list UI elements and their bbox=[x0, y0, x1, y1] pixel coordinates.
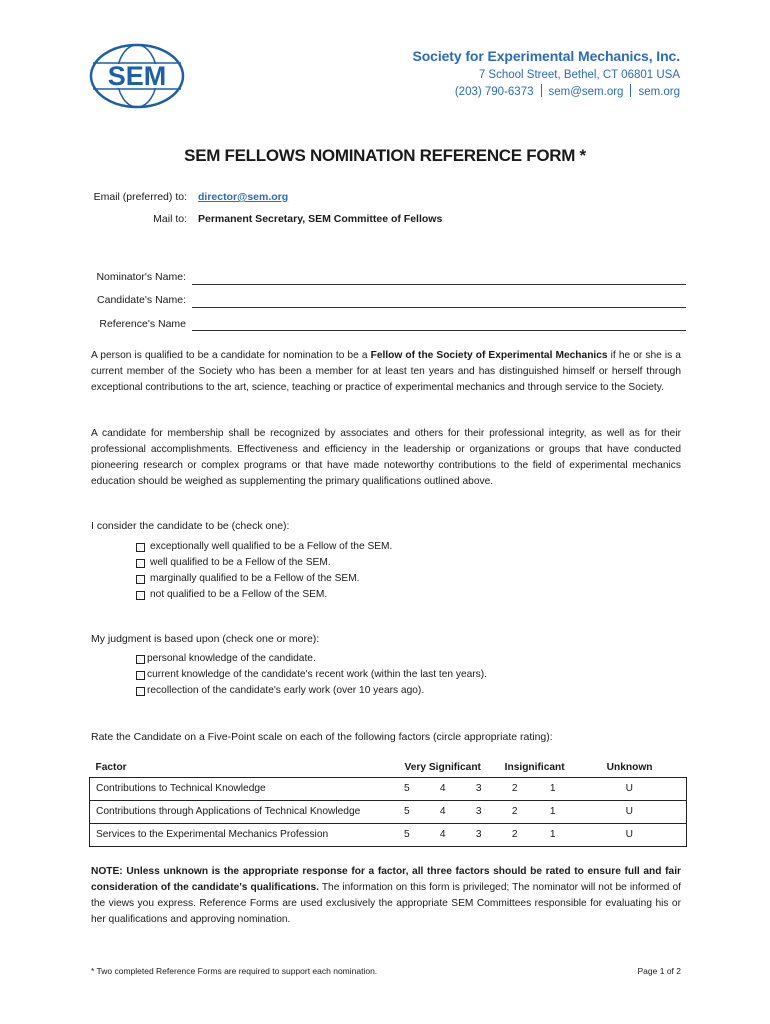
org-phone: (203) 790-6373 bbox=[454, 86, 534, 98]
rating-unknown[interactable]: U bbox=[573, 823, 687, 846]
consider-option[interactable] bbox=[136, 555, 392, 571]
option-label: current knowledge of the candidate's recent work (within the last ten years). bbox=[147, 669, 488, 680]
sem-logo bbox=[89, 43, 185, 109]
rating-2[interactable]: 2 bbox=[497, 777, 533, 800]
page-number: Page 1 of 2 bbox=[637, 966, 681, 976]
checkbox[interactable] bbox=[136, 575, 145, 584]
nominator-name-label: Nominator's Name: bbox=[96, 271, 186, 283]
org-contact-line bbox=[412, 84, 680, 98]
nominator-name-field[interactable] bbox=[192, 284, 686, 285]
rating-unknown[interactable]: U bbox=[573, 777, 687, 800]
consider-option[interactable] bbox=[136, 539, 392, 555]
judgment-options bbox=[136, 651, 487, 699]
rating-3[interactable]: 3 bbox=[461, 777, 497, 800]
factor-name: Services to the Experimental Mechanics Profession bbox=[90, 823, 389, 846]
rating-3[interactable]: 3 bbox=[461, 823, 497, 846]
consider-options bbox=[136, 539, 392, 603]
rating-1[interactable]: 1 bbox=[533, 777, 573, 800]
separator bbox=[541, 84, 542, 97]
rating-2[interactable]: 2 bbox=[497, 800, 533, 823]
footnote: * Two completed Reference Forms are required to support each nomination. bbox=[91, 966, 378, 976]
checkbox[interactable] bbox=[136, 543, 145, 552]
email-link[interactable]: director@sem.org bbox=[198, 191, 289, 203]
rating-5[interactable]: 5 bbox=[389, 800, 425, 823]
email-label: Email (preferred) to: bbox=[93, 191, 187, 203]
note-text: The information on this form is privileged; The nominator will not be informed of the views you express. Reference Forms are used exclusively the appropriate SEM Committees responsible for evaluating his or her qualifications and approving nomination. bbox=[91, 882, 681, 925]
table-row bbox=[90, 823, 687, 846]
rating-5[interactable]: 5 bbox=[389, 823, 425, 846]
header-unknown: Unknown bbox=[573, 759, 687, 777]
rating-4[interactable]: 4 bbox=[425, 800, 461, 823]
header-insignificant: Insignificant bbox=[497, 759, 573, 777]
para-text: A person is qualified to be a candidate for nomination to be a bbox=[91, 350, 371, 361]
consider-option[interactable] bbox=[136, 571, 392, 587]
rating-unknown[interactable]: U bbox=[573, 800, 687, 823]
reference-name-field[interactable] bbox=[192, 330, 686, 331]
judgment-option[interactable] bbox=[136, 683, 487, 699]
rating-instruction: Rate the Candidate on a Five-Point scale on each of the following factors (circle appropriate rating): bbox=[91, 731, 553, 743]
org-website[interactable]: sem.org bbox=[638, 86, 680, 98]
option-label: personal knowledge of the candidate. bbox=[147, 653, 316, 664]
reference-name-label: Reference's Name bbox=[99, 318, 186, 330]
rating-3[interactable]: 3 bbox=[461, 800, 497, 823]
checkbox[interactable] bbox=[136, 671, 145, 680]
judgment-question: My judgment is based upon (check one or more): bbox=[91, 633, 320, 645]
rating-2[interactable]: 2 bbox=[497, 823, 533, 846]
org-address: 7 School Street, Bethel, CT 06801 USA bbox=[478, 69, 680, 81]
mail-label: Mail to: bbox=[153, 213, 187, 225]
org-name: Society for Experimental Mechanics, Inc. bbox=[412, 48, 680, 64]
rating-1[interactable]: 1 bbox=[533, 800, 573, 823]
separator bbox=[630, 84, 631, 97]
rating-1[interactable]: 1 bbox=[533, 823, 573, 846]
table-row bbox=[90, 777, 687, 800]
org-email[interactable]: sem@sem.org bbox=[548, 86, 624, 98]
rating-5[interactable]: 5 bbox=[389, 777, 425, 800]
judgment-option[interactable] bbox=[136, 667, 487, 683]
consider-question: I consider the candidate to be (check one): bbox=[91, 520, 290, 532]
note-bold: NOTE: Unless unknown is the appropriate response for a factor, all three factors should be rated to ensure full and fair consideration of the candidate's qualifications. bbox=[91, 866, 681, 893]
judgment-option[interactable] bbox=[136, 651, 487, 667]
note-paragraph bbox=[91, 864, 681, 928]
table-header-row bbox=[90, 759, 687, 777]
checkbox[interactable] bbox=[136, 687, 145, 696]
para-bold: Fellow of the Society of Experimental Mechanics bbox=[370, 350, 608, 361]
svg-text:SEM: SEM bbox=[107, 61, 167, 91]
qualification-paragraph bbox=[91, 348, 681, 396]
checkbox[interactable] bbox=[136, 559, 145, 568]
option-label: recollection of the candidate's early work (over 10 years ago). bbox=[147, 685, 425, 696]
rating-table bbox=[89, 759, 687, 847]
option-label: not qualified to be a Fellow of the SEM. bbox=[150, 589, 328, 600]
rating-4[interactable]: 4 bbox=[425, 777, 461, 800]
candidate-name-field[interactable] bbox=[192, 307, 686, 308]
checkbox[interactable] bbox=[136, 591, 145, 600]
org-header bbox=[412, 48, 680, 98]
para-text: if he or she is a current member of the Society who has been a member for at least ten years and has distinguished himself or herself through exceptional contributions to the art, science, teaching or practice of experimental mechanics and through service to the Society. bbox=[91, 350, 681, 393]
option-label: well qualified to be a Fellow of the SEM. bbox=[150, 557, 331, 568]
checkbox[interactable] bbox=[136, 655, 145, 664]
header-factor: Factor bbox=[90, 759, 389, 777]
mail-address: Permanent Secretary, SEM Committee of Fellows bbox=[198, 213, 443, 225]
option-label: marginally qualified to be a Fellow of the SEM. bbox=[150, 573, 360, 584]
factor-name: Contributions to Technical Knowledge bbox=[90, 777, 389, 800]
page-title: SEM FELLOWS NOMINATION REFERENCE FORM * bbox=[184, 146, 586, 165]
factor-name: Contributions through Applications of Technical Knowledge bbox=[90, 800, 389, 823]
candidate-name-label: Candidate's Name: bbox=[97, 294, 186, 306]
option-label: exceptionally well qualified to be a Fellow of the SEM. bbox=[150, 541, 393, 552]
rating-4[interactable]: 4 bbox=[425, 823, 461, 846]
header-very-significant: Very Significant bbox=[389, 759, 497, 777]
recognition-paragraph: A candidate for membership shall be recognized by associates and others for their professional integrity, as well as for their professional accomplishments. Effectiveness and efficiency in the leadership or organizations or groups that have conducted pioneering research or complex programs or that have made noteworthy contributions to the field of experimental mechanics education should be weighed as supplementing the primary qualifications outlined above. bbox=[91, 428, 681, 487]
consider-option[interactable] bbox=[136, 587, 392, 603]
table-row bbox=[90, 800, 687, 823]
